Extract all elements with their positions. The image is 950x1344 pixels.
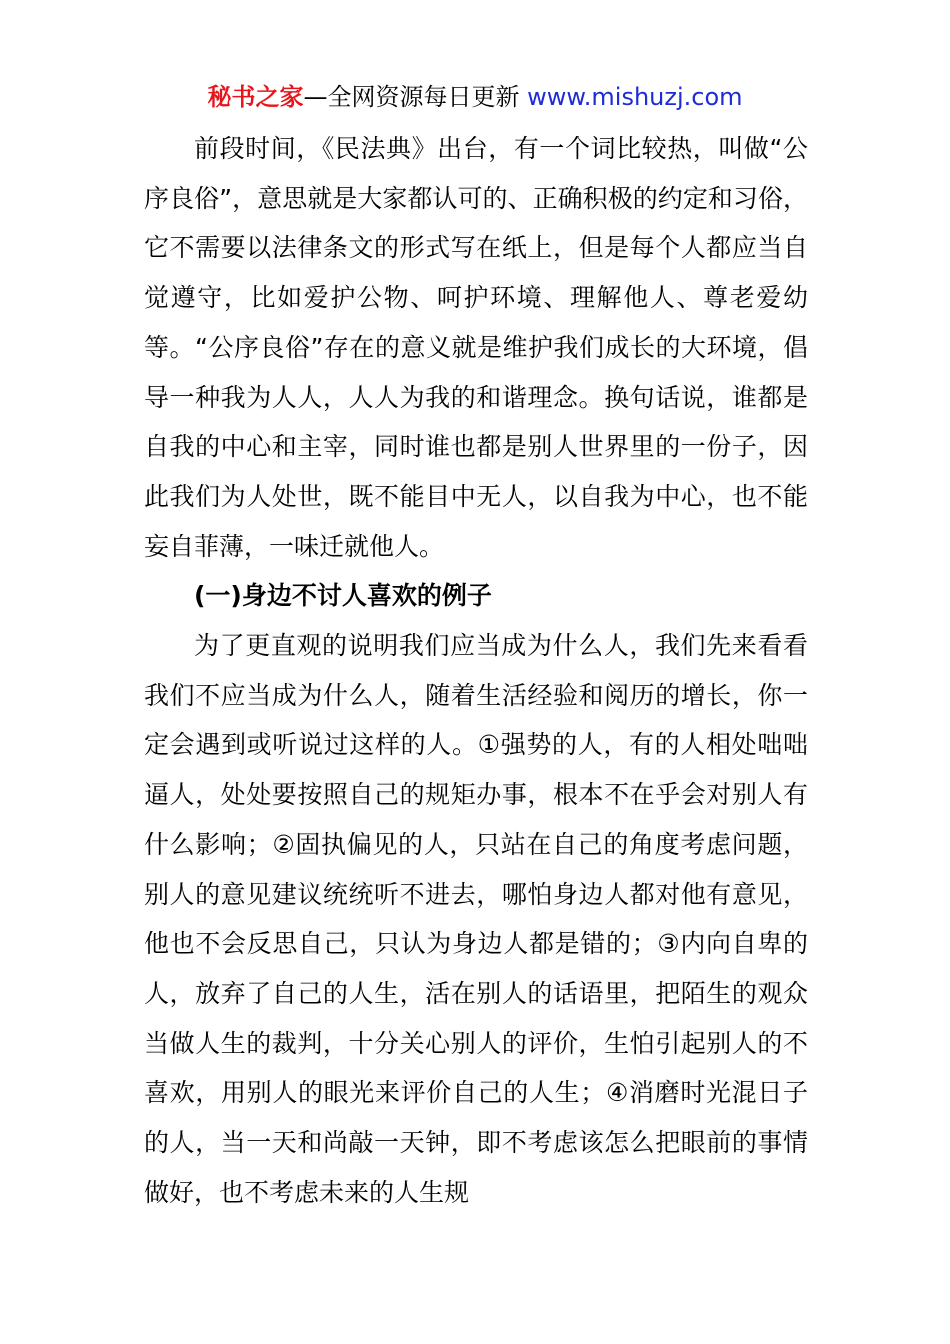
- document-body: [144, 124, 808, 1217]
- section-heading: (一)身边不讨人喜欢的例子: [194, 581, 492, 611]
- page-header: [0, 80, 950, 114]
- body-paragraph-2: 为了更直观的说明我们应当成为什么人，我们先来看看我们不应当成为什么人，随着生活经验和阅历的增长，你一定会遇到或听说过这样的人。①强势的人，有的人相处咄咄逼人，处处要按照自己的规矩办事，根本不在乎会对别人有什么影响；②固执偏见的人，只站在自己的角度考虑问题，别人的意见建议统统听不进去，哪怕身边人都对他有意见，他也不会反思自己，只认为身边人都是错的；③内向自卑的人，放弃了自己的人生，活在别人的话语里，把陌生的观众当做人生的裁判，十分关心别人的评价，生怕引起别人的不喜欢，用别人的眼光来评价自己的人生；④消磨时光混日子的人，当一天和尚敲一天钟，即不考虑该怎么把眼前的事情做好，也不考虑未来的人生规: [144, 631, 808, 1207]
- header-tagline: —全网资源每日更新: [303, 83, 520, 111]
- body-paragraph-1: 前段时间，《民法典》出台，有一个词比较热，叫做“公序良俗”，意思就是大家都认可的、正确积极的约定和习俗，它不需要以法律条文的形式写在纸上，但是每个人都应当自觉遵守，比如爱护公物、呵护环境、理解他人、尊老爱幼等。“公序良俗”存在的意义就是维护我们成长的大环境，倡导一种我为人人，人人为我的和谐理念。换句话说，谁都是自我的中心和主宰，同时谁也都是别人世界里的一份子，因此我们为人处世，既不能目中无人，以自我为中心，也不能妄自菲薄，一味迁就他人。: [144, 134, 808, 561]
- website-url[interactable]: www.mishuzj.com: [519, 83, 743, 111]
- brand-name: 秘书之家: [207, 83, 304, 111]
